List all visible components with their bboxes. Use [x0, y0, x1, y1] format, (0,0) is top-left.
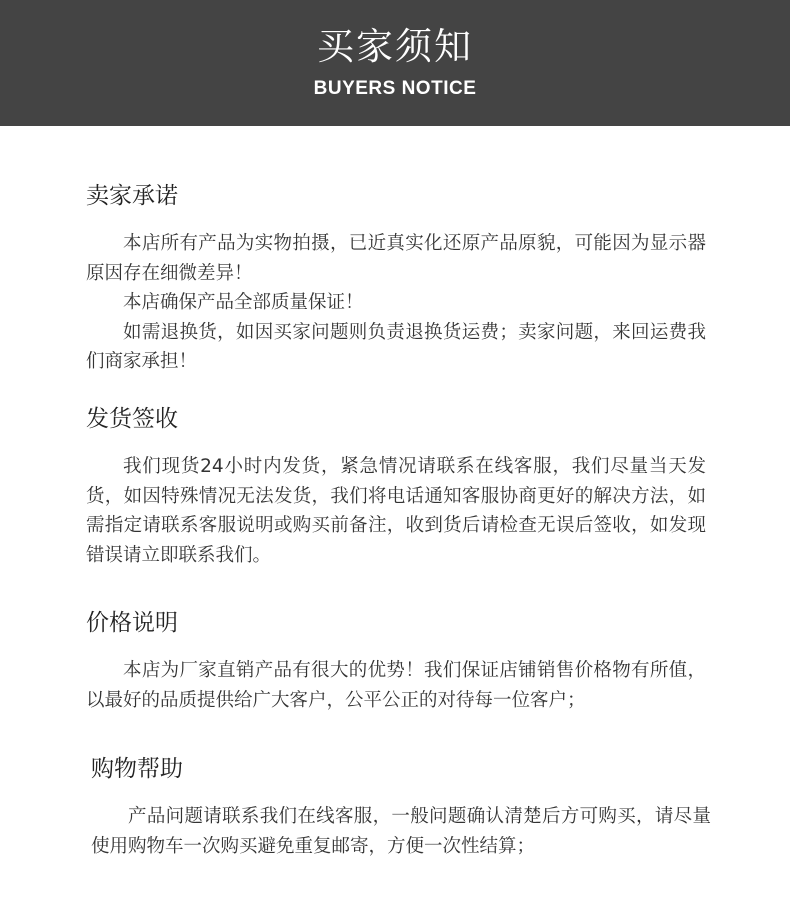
- section-shopping-help: [91, 753, 711, 861]
- section-heading: 卖家承诺: [86, 183, 178, 209]
- paragraph: 本店所有产品为实物拍摄，已近真实化还原产品原貌，可能因为显示器原因存在细微差异！: [86, 233, 706, 284]
- paragraph: 本店为厂家直销产品有很大的优势！我们保证店铺销售价格物有所值，以最好的品质提供给广大客户，公平公正的对待每一位客户；: [86, 660, 706, 711]
- header-banner: [0, 0, 790, 126]
- section-heading: 价格说明: [86, 610, 178, 636]
- section-body: [86, 229, 706, 377]
- section-shipping: [86, 403, 706, 570]
- paragraph: 产品问题请联系我们在线客服，一般问题确认清楚后方可购买，请尽量使用购物车一次购买避免重复邮寄，方便一次性结算；: [91, 806, 711, 857]
- page-title: 买家须知: [317, 25, 473, 68]
- paragraph: 如需退换货，如因买家问题则负责退换货运费；卖家问题，来回运费我们商家承担！: [86, 321, 706, 372]
- section-heading: 发货签收: [86, 406, 178, 432]
- section-heading: 购物帮助: [91, 756, 183, 782]
- section-body: [86, 452, 706, 570]
- section-seller-promise: [86, 180, 706, 377]
- paragraph: 我们现货24小时内发货，紧急情况请联系在线客服，我们尽量当天发货，如因特殊情况无法发货，我们将电话通知客服协商更好的解决方法，如需指定请联系客服说明或购买前备注，收到货后请检查无误后签收，如发现错误请立即联系我们。: [86, 456, 706, 566]
- page-subtitle: BUYERS NOTICE: [313, 78, 477, 99]
- section-price: [86, 607, 706, 715]
- paragraph: 本店确保产品全部质量保证！: [123, 292, 364, 313]
- section-body: [91, 802, 711, 861]
- section-body: [86, 656, 706, 715]
